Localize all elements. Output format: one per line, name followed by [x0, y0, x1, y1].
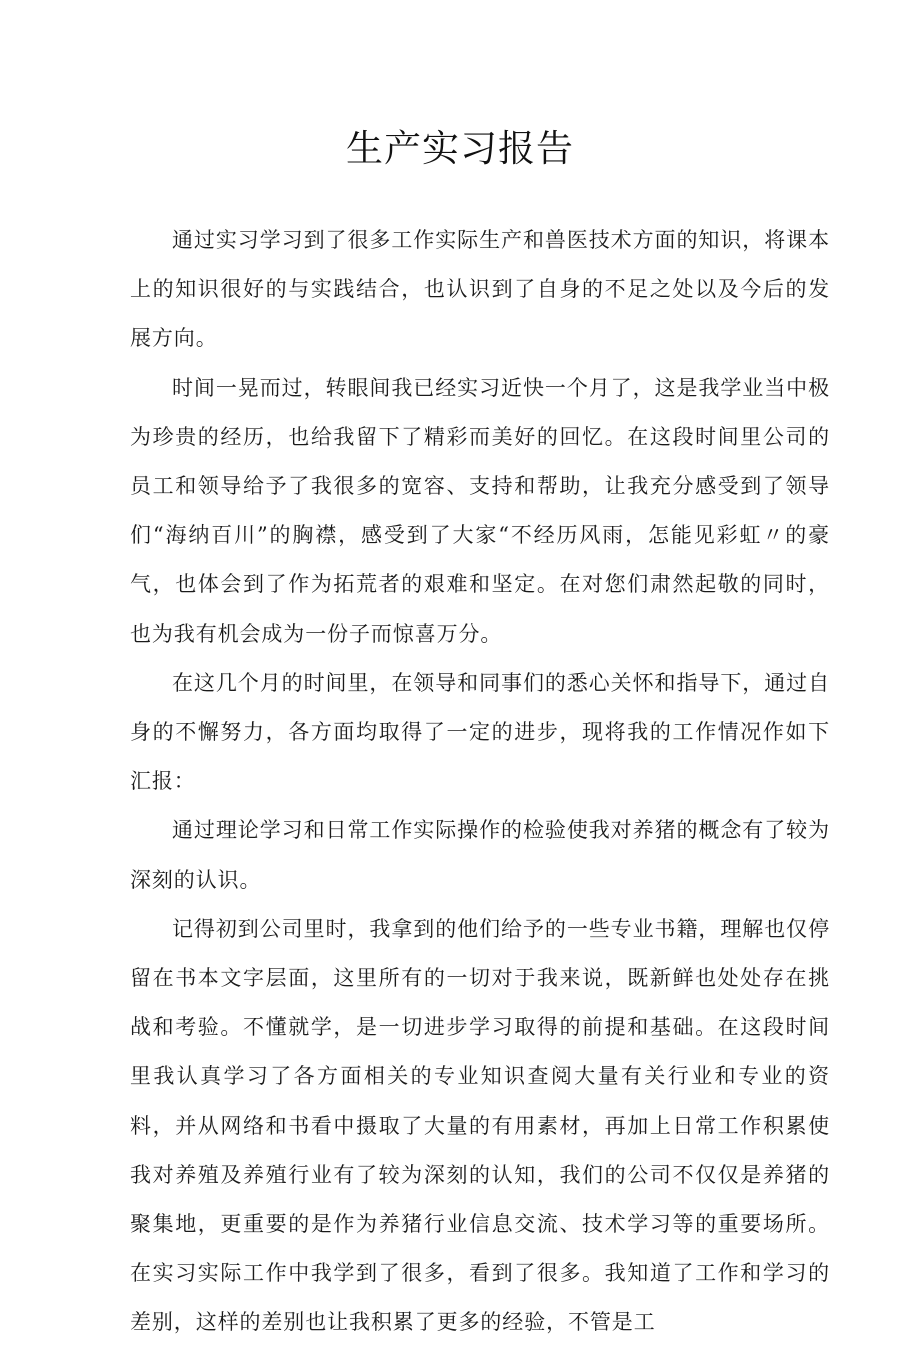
document-body [130, 216, 830, 1348]
paragraph-5: 记得初到公司里时，我拿到的他们给予的一些专业书籍，理解也仅停留在书本文字层面，这里所有的一切对于我来说，既新鲜也处处存在挑战和考验。不懂就学，是一切进步学习取得的前提和基础。在这段时间里我认真学习了各方面相关的专业知识查阅大量有关行业和专业的资料，并从网络和书看中摄取了大量的有用素材，再加上日常工作积累使我对养殖及养殖行业有了较为深刻的认知，我们的公司不仅仅是养猪的聚集地，更重要的是作为养猪行业信息交流、技术学习等的重要场所。在实习实际工作中我学到了很多，看到了很多。我知道了工作和学习的差别，这样的差别也让我积累了更多的经验，不管是工 [130, 916, 830, 1335]
paragraph-1: 通过实习学习到了很多工作实际生产和兽医技术方面的知识，将课本上的知识很好的与实践结合，也认识到了自身的不足之处以及今后的发展方向。 [130, 228, 830, 351]
document-title: 生产实习报告 [346, 127, 574, 170]
paragraph-3: 在这几个月的时间里，在领导和同事们的悉心关怀和指导下，通过自身的不懈努力，各方面均取得了一定的进步，现将我的工作情况作如下汇报： [130, 670, 830, 794]
paragraph-2: 时间一晃而过，转眼间我已经实习近快一个月了，这是我学业当中极为珍贵的经历，也给我留下了精彩而美好的回忆。在这段时间里公司的员工和领导给予了我很多的宽容、支持和帮助，让我充分感受到了领导们“海纳百川”的胸襟，感受到了大家“不经历风雨，怎能见彩虹〃的豪气，也体会到了作为拓荒者的艰难和坚定。在对您们肃然起敬的同时，也为我有机会成为一份子而惊喜万分。 [130, 375, 830, 646]
paragraph-4: 通过理论学习和日常工作实际操作的检验使我对养猪的概念有了较为深刻的认识。 [130, 818, 830, 892]
